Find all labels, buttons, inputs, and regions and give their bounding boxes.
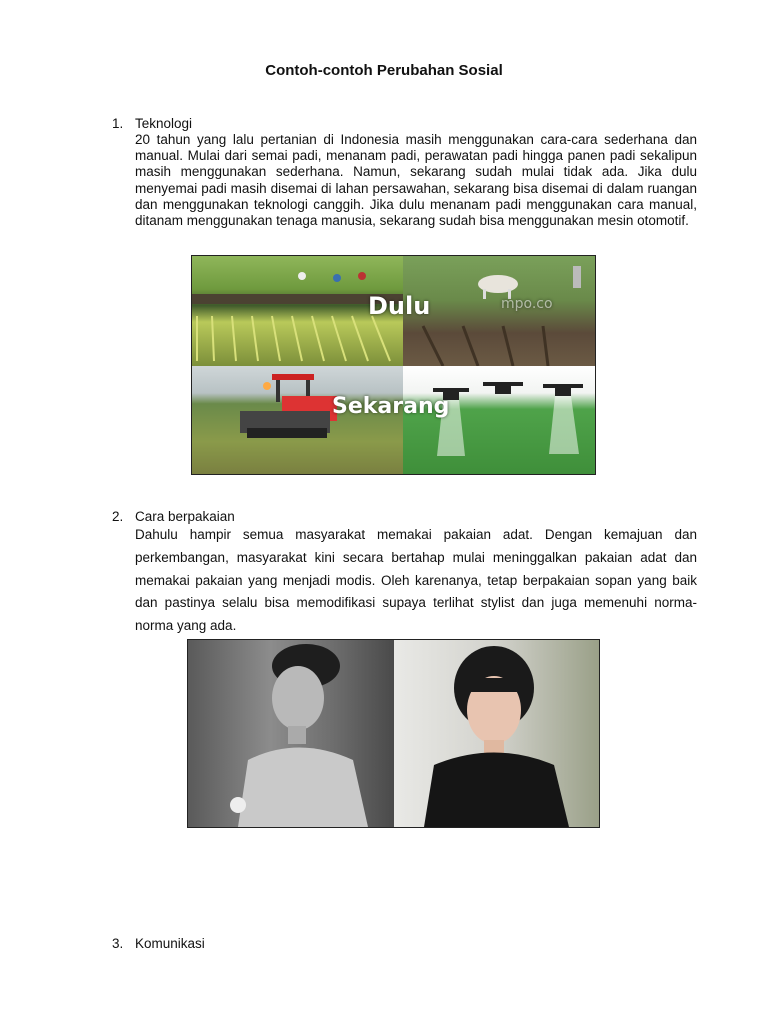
image-label-dulu: Dulu (368, 292, 431, 320)
page-title: Contoh-contoh Perubahan Sosial (265, 62, 503, 79)
harvester-photo (192, 366, 403, 474)
section-2-number: 2. (112, 509, 124, 524)
image-label-sekarang: Sekarang (332, 394, 450, 419)
buffalo-plowing-photo (403, 256, 595, 366)
section-1-number: 1. (112, 116, 124, 131)
section-1-heading: Teknologi (135, 116, 193, 131)
clothing-comparison-image (187, 639, 600, 828)
section-3-number: 3. (112, 936, 124, 951)
agriculture-comparison-image (191, 255, 596, 475)
traditional-clothing-photo (188, 640, 394, 827)
section-3-heading: Komunikasi (135, 936, 205, 951)
image-watermark: mpo.co (501, 296, 553, 312)
modern-clothing-photo (394, 640, 599, 827)
section-1-paragraph: 20 tahun yang lalu pertanian di Indonesia masih menggunakan cara-cara sederhana dan manual. Mulai dari semai padi, menanam padi, perawatan padi hingga panen padi sekalipun masih menggunakan sederhana. Namun, sekarang sudah mulai tidak ada. Jika dulu menyemai padi masih disemai di lahan persawahan, sekarang bisa disemai di dalam ruangan dan menggunakan teknologi canggih. Jika dulu menanam padi menggunakan cara manual, ditanam menggunakan tenaga manusia, sekarang sudah bisa menggunakan mesin otomotif. (135, 132, 697, 229)
section-2-paragraph: Dahulu hampir semua masyarakat memakai pakaian adat. Dengan kemajuan dan perkembangan, masyarakat kini secara bertahap mulai meninggalkan pakaian adat dan memakai pakaian yang menjadi modis. Oleh karenanya, tetap berpakaian sopan yang baik dan pastinya selalu bisa memodifikasi supaya terlihat stylist dan juga memenuhi norma-norma yang ada. (135, 527, 697, 634)
section-2-heading: Cara berpakaian (135, 509, 235, 524)
drones-photo (403, 366, 595, 474)
